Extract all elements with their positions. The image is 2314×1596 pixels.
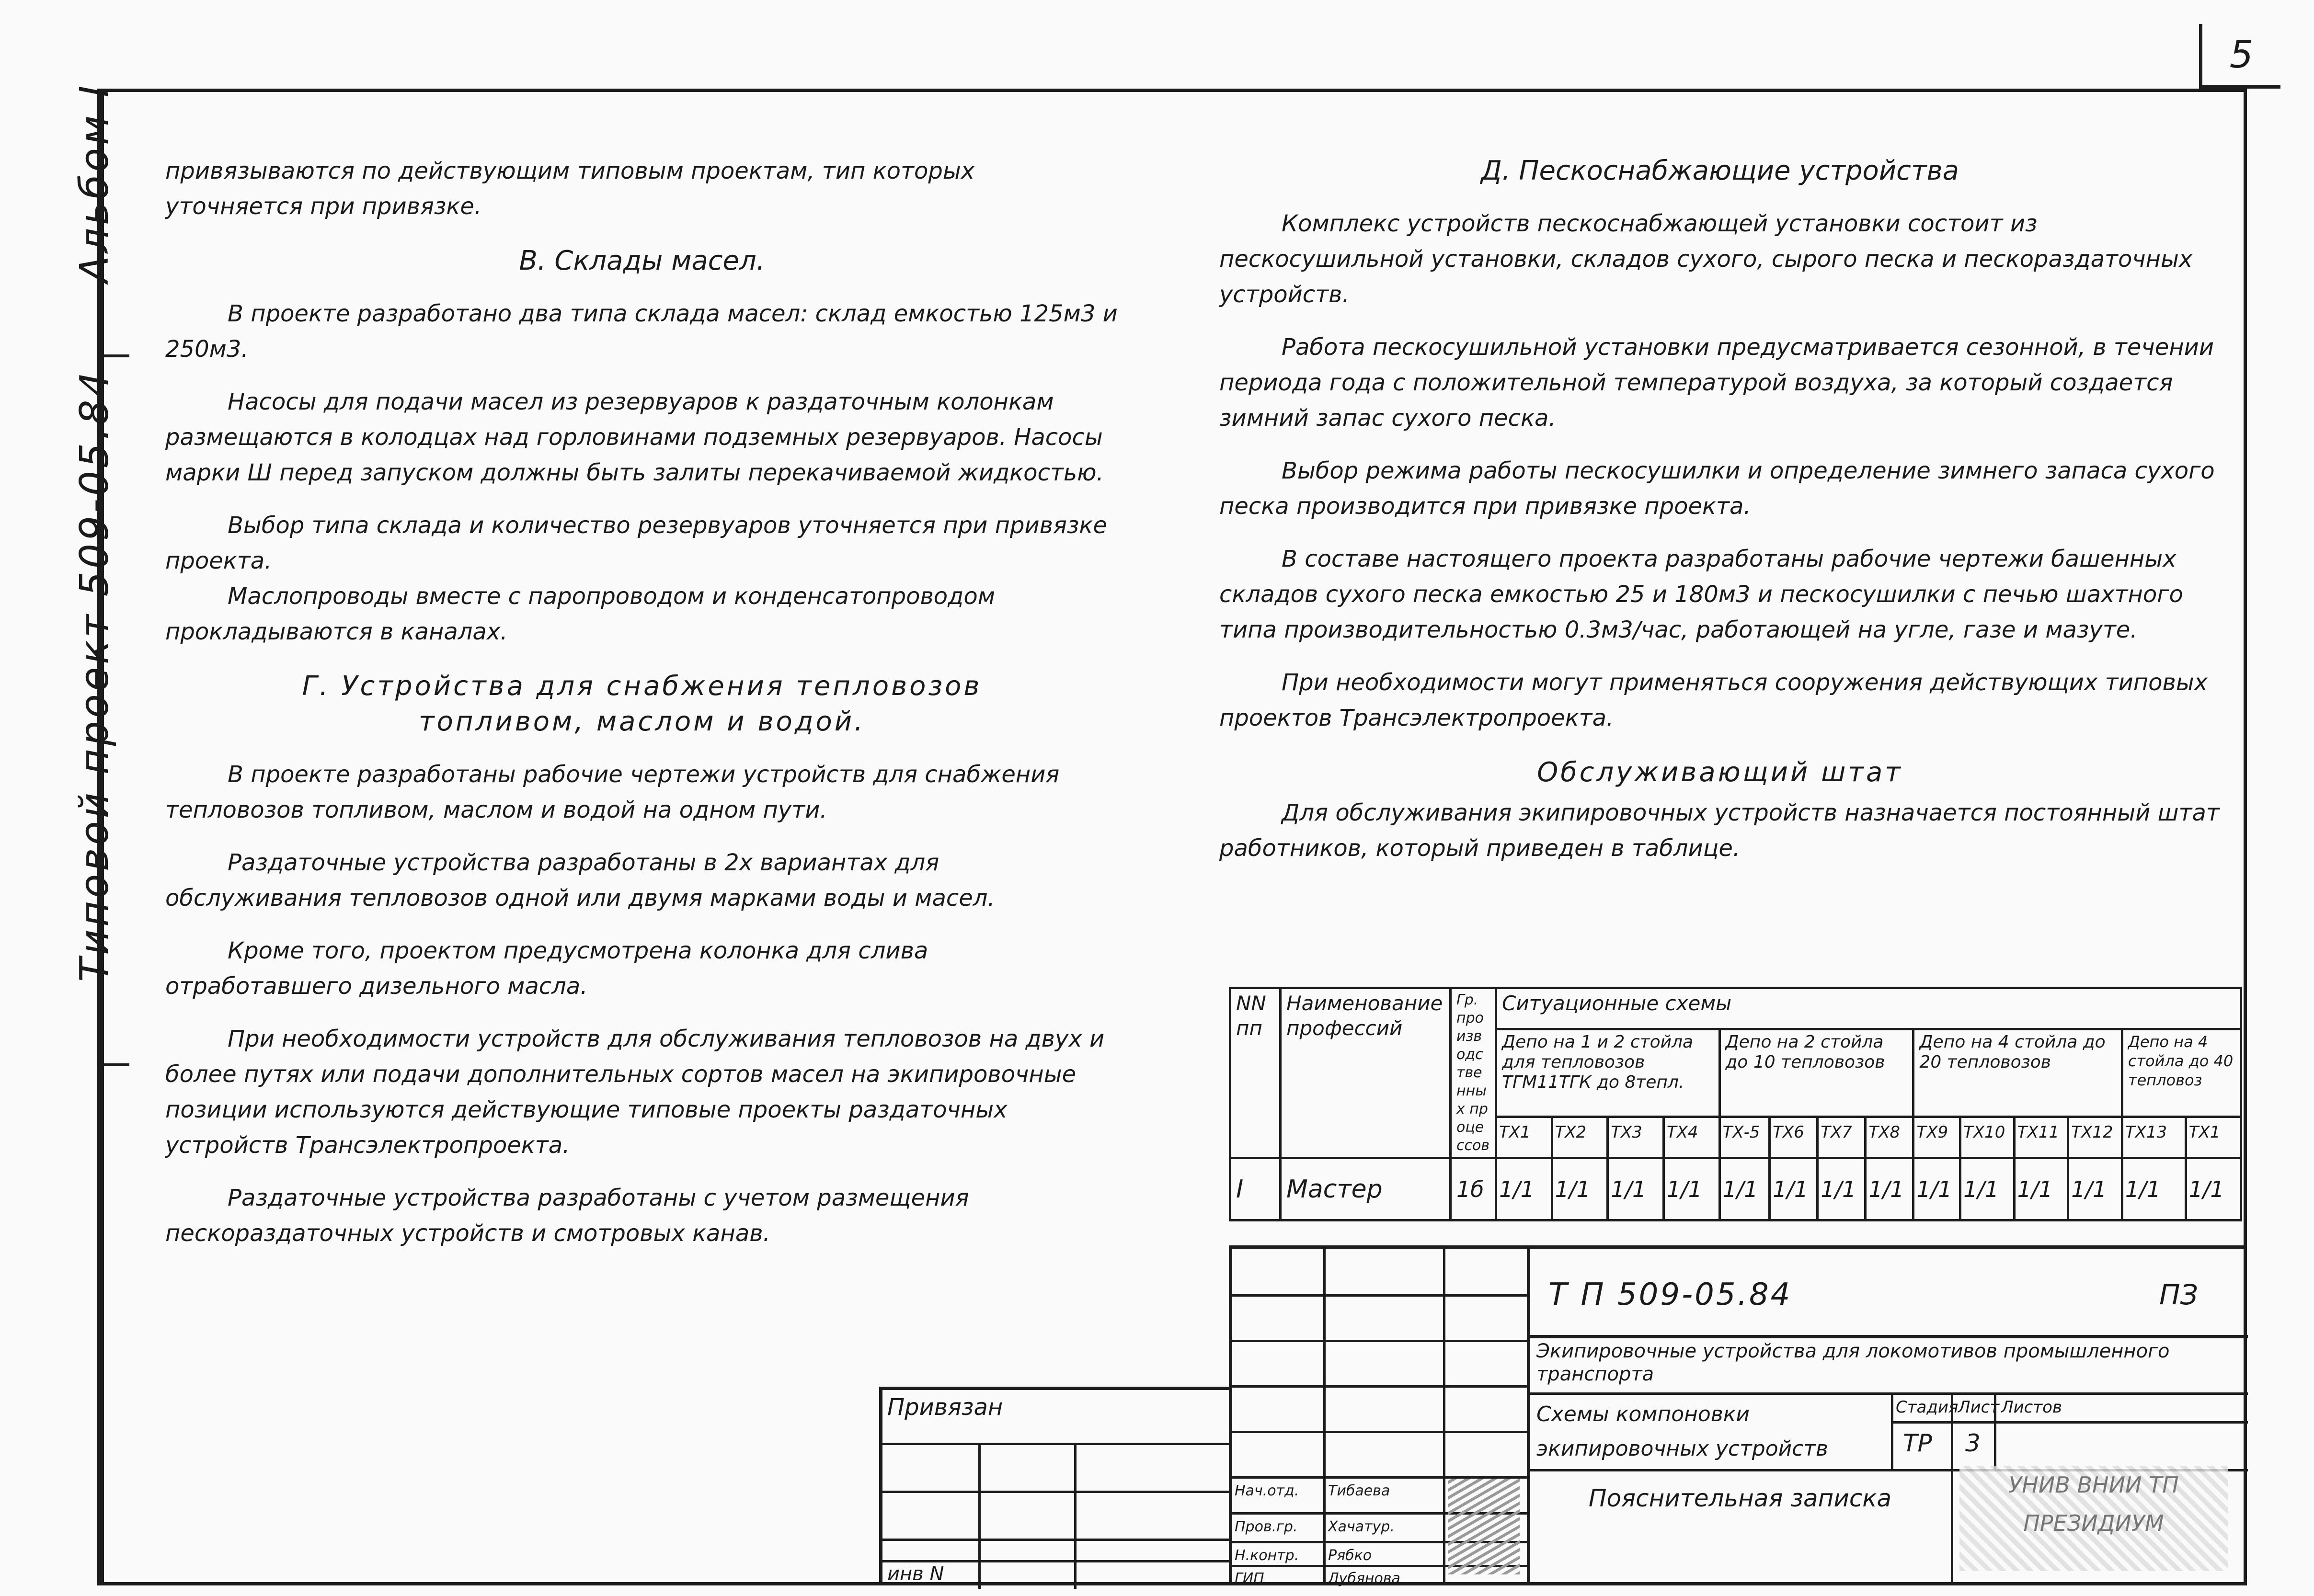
inventory-label: инв N bbox=[887, 1563, 944, 1585]
right-column bbox=[1219, 153, 2221, 883]
staff-count-cell: 1/1 bbox=[1552, 1158, 1608, 1220]
paragraph: В проекте разработано два типа склада масел: склад емкостью 125м3 и 250м3. bbox=[165, 300, 1118, 363]
scheme-header: ТХ6 bbox=[1770, 1117, 1818, 1158]
paragraph: привязываются по действующим типовым проектам, тип которых уточняется при привязке. bbox=[165, 158, 975, 220]
tb-line bbox=[1891, 1421, 2248, 1424]
tb-col-line bbox=[978, 1443, 981, 1589]
tb-col-line bbox=[1323, 1249, 1326, 1585]
paragraph: В составе настоящего проекта разработаны рабочие чертежи башенных складов сухого песка емкостью 25 и 180м3 и пескосушилки с печью шахтного типа производительностью 0.3м3/час, работающей на угле, газе и мазуте. bbox=[1219, 546, 2183, 643]
tb-line bbox=[1232, 1385, 1527, 1388]
paragraph: Раздаточные устройства разработаны в 2х вариантах для обслуживания тепловозов одной или двумя марками воды и масел. bbox=[165, 849, 995, 912]
header-depot-3: Депо на 4 стойла до 20 тепловозов bbox=[1913, 1029, 2122, 1117]
signatures bbox=[1448, 1479, 1520, 1574]
role: Н.контр. bbox=[1235, 1547, 1299, 1564]
side-label-project: Типовой проект 509-05.84 bbox=[72, 369, 117, 982]
scheme-header: ТХ3 bbox=[1608, 1117, 1664, 1158]
binding-label: Привязан bbox=[887, 1394, 1003, 1421]
project-title: Экипировочные устройства для локомотивов промышленного транспорта bbox=[1536, 1340, 2170, 1385]
stage-value: ТР bbox=[1903, 1429, 1932, 1457]
paragraph: Насосы для подачи масел из резервуаров к раздаточным колонкам размещаются в колодцах над горловинами подземных резервуаров. Насосы марки Ш перед запуском должны быть залиты перекачиваемой жидкостью. bbox=[165, 388, 1104, 486]
page-number-box bbox=[2199, 24, 2280, 89]
staff-count-cell: 1/1 bbox=[1913, 1158, 1960, 1220]
scheme-header: ТХ12 bbox=[2068, 1117, 2122, 1158]
staff-count-cell: 1/1 bbox=[1866, 1158, 1913, 1220]
tb-line bbox=[1232, 1294, 1527, 1297]
paragraph: Выбор режима работы пескосушилки и определение зимнего запаса сухого песка производится при привязке проекта. bbox=[1219, 457, 2215, 520]
scheme-header: ТХ9 bbox=[1913, 1117, 1960, 1158]
binder-mark bbox=[101, 1063, 129, 1066]
header-profession: Наименование профессий bbox=[1281, 988, 1451, 1158]
staff-count-cell: 1/1 bbox=[2186, 1158, 2241, 1220]
header-depot-4: Депо на 4 стойла до 40 тепловоз bbox=[2122, 1029, 2241, 1117]
paragraph: При необходимости могут применяться сооружения действующих типовых проектов Трансэлектропроекта. bbox=[1219, 669, 2208, 731]
staff-count-cell: 1/1 bbox=[1496, 1158, 1552, 1220]
tb-col-line bbox=[1891, 1392, 1893, 1469]
tb-col-line bbox=[1074, 1443, 1077, 1589]
organization-stamp bbox=[1959, 1466, 2228, 1571]
staff-table bbox=[1229, 987, 2242, 1221]
row-profession: Мастер bbox=[1281, 1158, 1451, 1220]
role: Нач.отд. bbox=[1235, 1482, 1299, 1499]
signer-name: Лубянова bbox=[1328, 1570, 1400, 1587]
table-row bbox=[1230, 1158, 2241, 1220]
binding-block bbox=[879, 1387, 1229, 1585]
section-heading-staff: Обслуживающий штат bbox=[1537, 757, 1903, 788]
section-heading-d: Д. Пескоснабжающие устройства bbox=[1481, 155, 1959, 186]
scheme-header: ТХ11 bbox=[2014, 1117, 2068, 1158]
paragraph: При необходимости устройств для обслуживания тепловозов на двух и более путях или подачи дополнительных сортов масел на экипировочные позиции используются действующие типовые проекты раздаточных устройств Трансэлектропроекта. bbox=[165, 1026, 1105, 1159]
paragraph: Маслопроводы вместе с паропроводом и конденсатопроводом прокладываются в каналах. bbox=[165, 583, 995, 645]
tb-divider bbox=[1527, 1249, 1530, 1585]
sheet-code: ПЗ bbox=[2159, 1278, 2198, 1311]
tb-line bbox=[1232, 1340, 1527, 1342]
paragraph: Раздаточные устройства разработаны с учетом размещения пескораздаточных устройств и смотровых канав. bbox=[165, 1185, 969, 1247]
document-name: Пояснительная записка bbox=[1588, 1484, 1892, 1512]
staff-count-cell: 1/1 bbox=[1608, 1158, 1664, 1220]
paragraph: Комплекс устройств пескоснабжающей установки состоит из пескосушильной установки, складов сухого, сырого песка и пескораздаточных устройств. bbox=[1219, 210, 2193, 308]
scheme-header: ТХ13 bbox=[2122, 1117, 2186, 1158]
header-nn: NN пп bbox=[1230, 988, 1281, 1158]
tb-line bbox=[1527, 1335, 2248, 1338]
paragraph: Кроме того, проектом предусмотрена колонка для слива отработавшего дизельного масла. bbox=[165, 937, 928, 1000]
staff-count-cell: 1/1 bbox=[1663, 1158, 1719, 1220]
tb-line bbox=[1527, 1392, 2248, 1395]
section-title: Схемы компоновки экипировочных устройств bbox=[1536, 1402, 1828, 1461]
sheets-label: Листов bbox=[2001, 1398, 2062, 1417]
sheet-label: Лист bbox=[1958, 1398, 2000, 1417]
tb-line bbox=[882, 1443, 1232, 1445]
sheet-value: 3 bbox=[1965, 1429, 1981, 1457]
header-depot-2: Депо на 2 стойла до 10 тепловозов bbox=[1719, 1029, 1913, 1117]
role: Пров.гр. bbox=[1235, 1518, 1298, 1535]
tb-line bbox=[882, 1539, 1232, 1541]
row-nn: I bbox=[1230, 1158, 1281, 1220]
organization-name: УНИВ ВНИИ ТП ПРЕЗИДИУМ bbox=[2008, 1472, 2179, 1536]
scheme-header: ТХ-5 bbox=[1719, 1117, 1770, 1158]
stage-label: Стадия bbox=[1896, 1398, 1959, 1417]
section-heading-g: Г. Устройства для снабжения тепловозов bbox=[302, 671, 982, 702]
scheme-header: ТХ2 bbox=[1552, 1117, 1608, 1158]
scheme-header: ТХ4 bbox=[1663, 1117, 1719, 1158]
paragraph: В проекте разработаны рабочие чертежи устройств для снабжения тепловозов топливом, маслом и водой на одном пути. bbox=[165, 761, 1060, 823]
staff-count-cell: 1/1 bbox=[2014, 1158, 2068, 1220]
signer-name: Хачатур. bbox=[1328, 1518, 1395, 1535]
signer-name: Тибаева bbox=[1328, 1482, 1390, 1499]
tb-col-line bbox=[1443, 1249, 1445, 1585]
paragraph: Выбор типа склада и количество резервуаров уточняется при привязке проекта. bbox=[165, 512, 1107, 574]
header-schemes: Ситуационные схемы bbox=[1496, 988, 2241, 1029]
document-code: Т П 509-05.84 bbox=[1548, 1277, 1792, 1312]
staff-count-cell: 1/1 bbox=[1770, 1158, 1818, 1220]
paragraph: Работа пескосушильной установки предусматривается сезонной, в течении периода года с положительной температурой воздуха, за который создается зимний запас сухого песка. bbox=[1219, 334, 2214, 432]
scheme-header: ТХ10 bbox=[1960, 1117, 2015, 1158]
staff-count-cell: 1/1 bbox=[1719, 1158, 1770, 1220]
role: ГИП bbox=[1235, 1570, 1264, 1587]
scheme-header: ТХ8 bbox=[1866, 1117, 1913, 1158]
staff-count-cell: 1/1 bbox=[2122, 1158, 2186, 1220]
staff-count-cell: 1/1 bbox=[2068, 1158, 2122, 1220]
side-label-album: Альбом I bbox=[72, 82, 117, 283]
tb-col-line bbox=[1951, 1469, 1953, 1585]
scheme-header: ТХ1 bbox=[1496, 1117, 1552, 1158]
tb-line bbox=[1232, 1431, 1527, 1433]
scheme-header: ТХ1 bbox=[2186, 1117, 2241, 1158]
signer-name: Рябко bbox=[1328, 1547, 1372, 1564]
staff-count-cell: 1/1 bbox=[1960, 1158, 2015, 1220]
staff-count-cell: 1/1 bbox=[1818, 1158, 1866, 1220]
header-depot-1: Депо на 1 и 2 стойла для тепловозов ТГМ11ТГК до 8тепл. bbox=[1496, 1029, 1720, 1117]
scheme-header: ТХ7 bbox=[1818, 1117, 1866, 1158]
section-heading-v: В. Склады масел. bbox=[519, 245, 765, 276]
header-group: Гр. производственных процессов bbox=[1451, 988, 1496, 1158]
side-label bbox=[72, 83, 117, 982]
page-number: 5 bbox=[2229, 34, 2254, 77]
left-column bbox=[165, 153, 1119, 1268]
paragraph: Для обслуживания экипировочных устройств назначается постоянный штат работников, который приведен в таблице. bbox=[1219, 799, 2220, 862]
section-heading-g-cont: топливом, маслом и водой. bbox=[419, 706, 865, 737]
row-group: 1б bbox=[1451, 1158, 1496, 1220]
tb-line bbox=[882, 1491, 1232, 1493]
